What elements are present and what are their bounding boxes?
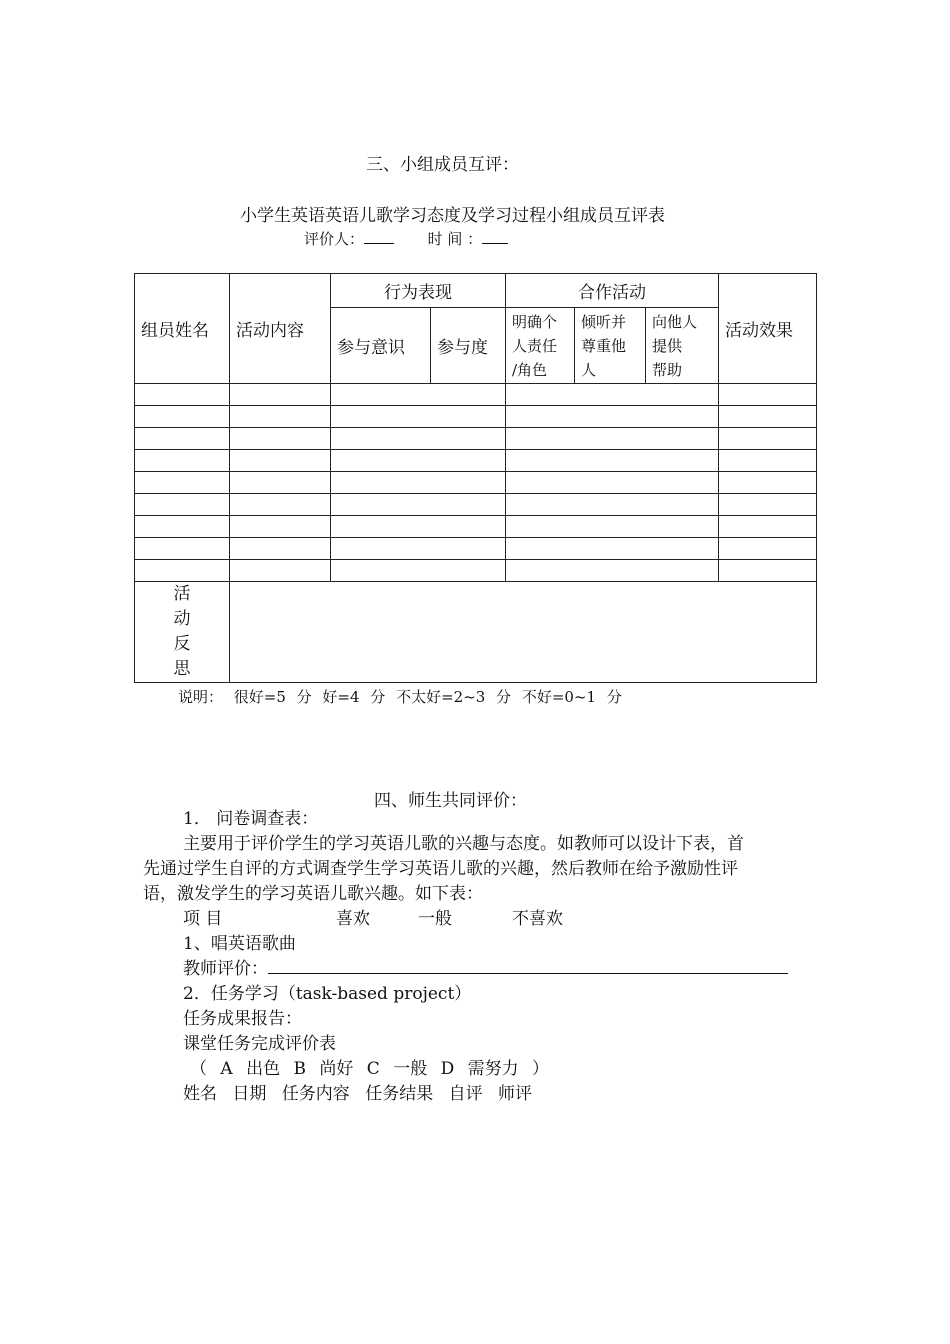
header-cooperation: 合作活动 (506, 274, 719, 308)
header-like: 喜欢 (336, 909, 370, 929)
teacher-eval-blank[interactable] (268, 959, 788, 974)
header-participation-degree: 参与度 (431, 308, 506, 384)
row-sing-songs: 1、唱英语歌曲 (183, 934, 296, 954)
peer-evaluation-table (134, 273, 817, 683)
header-behavior: 行为表现 (331, 274, 506, 308)
role-line: 明确个 (512, 313, 558, 331)
help-line: 向他人 (652, 313, 698, 331)
section3-heading: 三、小组成员互评： (366, 155, 519, 175)
table-row (135, 560, 817, 582)
table-title: 小学生英语英语儿歌学习态度及学习过程小组成员互评表 (240, 206, 665, 226)
reflection-row (135, 582, 817, 683)
table-row (135, 450, 817, 472)
paragraph-line: 主要用于评价学生的学习英语儿歌的兴趣与态度。如教师可以设计下表，首 (183, 834, 744, 854)
form-title: 课堂任务完成评价表 (183, 1034, 336, 1054)
header-listen-respect (575, 308, 646, 384)
item1-questionnaire: 1． 问卷调查表： (183, 809, 319, 829)
table-row (135, 428, 817, 450)
role-line: 人责任 (512, 337, 558, 355)
paragraph-line: 语，激发学生的学习英语儿歌兴趣。如下表： (143, 884, 483, 904)
header-role-responsibility (506, 308, 575, 384)
reflection-content[interactable] (230, 582, 817, 683)
table-row (135, 494, 817, 516)
header-member-name: 组员姓名 (135, 274, 230, 384)
help-line: 提供 (652, 337, 683, 355)
header-participation-awareness: 参与意识 (331, 308, 431, 384)
table-row (135, 538, 817, 560)
task-report: 任务成果报告： (183, 1009, 302, 1029)
time-blank[interactable] (482, 229, 508, 244)
table-row (135, 516, 817, 538)
help-line: 帮助 (652, 361, 683, 379)
time-label: 时 间 ： (427, 230, 483, 248)
listen-line: 倾听并 (581, 313, 627, 331)
evaluator-line (304, 228, 508, 249)
teacher-eval-line (183, 957, 788, 982)
table-row (135, 406, 817, 428)
evaluator-blank[interactable] (364, 229, 394, 244)
header-dislike: 不喜欢 (512, 909, 563, 929)
header-activity-effect: 活动效果 (719, 274, 817, 384)
section4-heading: 四、师生共同评价： (374, 791, 527, 811)
scoring-note: 说明： 很好=5 分 好=4 分 不太好=2~3 分 不好=0~1 分 (178, 688, 622, 706)
teacher-eval-label: 教师评价： (183, 959, 268, 979)
listen-line: 人 (581, 361, 597, 379)
paragraph-line: 先通过学生自评的方式调查学生学习英语儿歌的兴趣，然后教师在给予激励性评 (143, 859, 738, 879)
grades-legend: （ A 出色 B 尚好 C 一般 D 需努力 ） (190, 1059, 550, 1079)
header-item: 项 目 (183, 909, 223, 929)
table-row (135, 472, 817, 494)
header-offer-help (646, 308, 719, 384)
header-normal: 一般 (418, 909, 452, 929)
header-activity-content: 活动内容 (230, 274, 331, 384)
item2-task-learning: 2．任务学习（task-based project） (183, 984, 472, 1004)
table-row (135, 384, 817, 406)
listen-line: 尊重他 (581, 337, 627, 355)
reflection-label: 活 动 反 思 (135, 582, 230, 683)
evaluator-label: 评价人： (304, 230, 365, 248)
role-line: /角色 (512, 361, 548, 379)
form-header: 姓名 日期 任务内容 任务结果 自评 师评 (183, 1084, 533, 1104)
